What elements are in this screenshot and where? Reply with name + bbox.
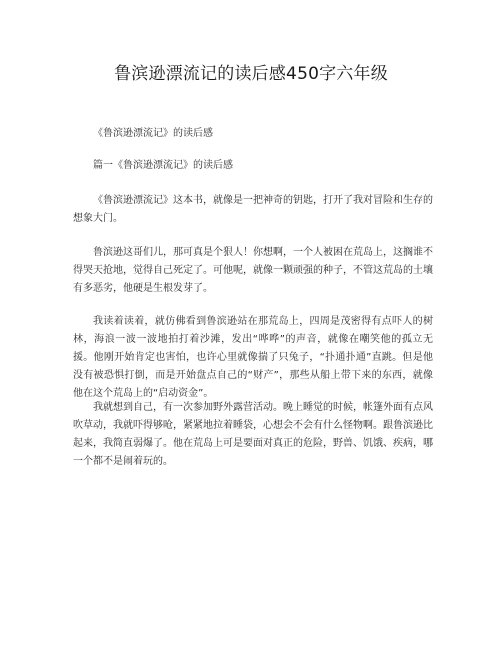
paragraph-camping-reflection: 我就想到自己，有一次参加野外露营活动。晚上睡觉的时候，帐篷外面有点风吹草动，我就吓得够呛，紧紧地拉着睡袋，心想会不会有什么怪物啊。跟鲁滨逊比起来，我简直弱爆了。他在荒岛上可是要面对真正的危险，野兽、饥饿、疾病，哪一个都不是闹着玩的。 xyxy=(73,402,433,467)
paragraph-island-scene: 我读着读着，就仿佛看到鲁滨逊站在那荒岛上，四周是茂密得有点吓人的树林，海浪一波一波地拍打着沙滩，发出“哗哗”的声音，就像在嘲笑他的孤立无援。他刚开始肯定也害怕，也许心里就像揣了只兔子，“扑通扑通”直跳。但是他没有被恐惧打倒，而是开始盘点自己的“财产”，那些从船上带下来的东西，就像他在这个荒岛上的“启动资金”。 xyxy=(73,316,433,399)
paragraph-robinson-character: 鲁滨逊这哥们儿，那可真是个狠人！你想啊，一个人被困在荒岛上，这搁谁不得哭天抢地，觉得自己死定了。可他呢，就像一颗顽强的种子，不管这荒岛的土壤有多恶劣，他硬是生根发芽了。 xyxy=(73,247,433,294)
paragraph-book-heading: 《鲁滨逊漂流记》的读后感 xyxy=(93,128,213,139)
paragraph-intro: 《鲁滨逊漂流记》这本书，就像是一把神奇的钥匙，打开了我对冒险和生存的想象大门。 xyxy=(73,195,433,224)
paragraph-article-heading: 篇一《鲁滨逊漂流记》的读后感 xyxy=(93,160,233,171)
document-title: 鲁滨逊漂流记的读后感450字六年级 xyxy=(114,64,388,84)
